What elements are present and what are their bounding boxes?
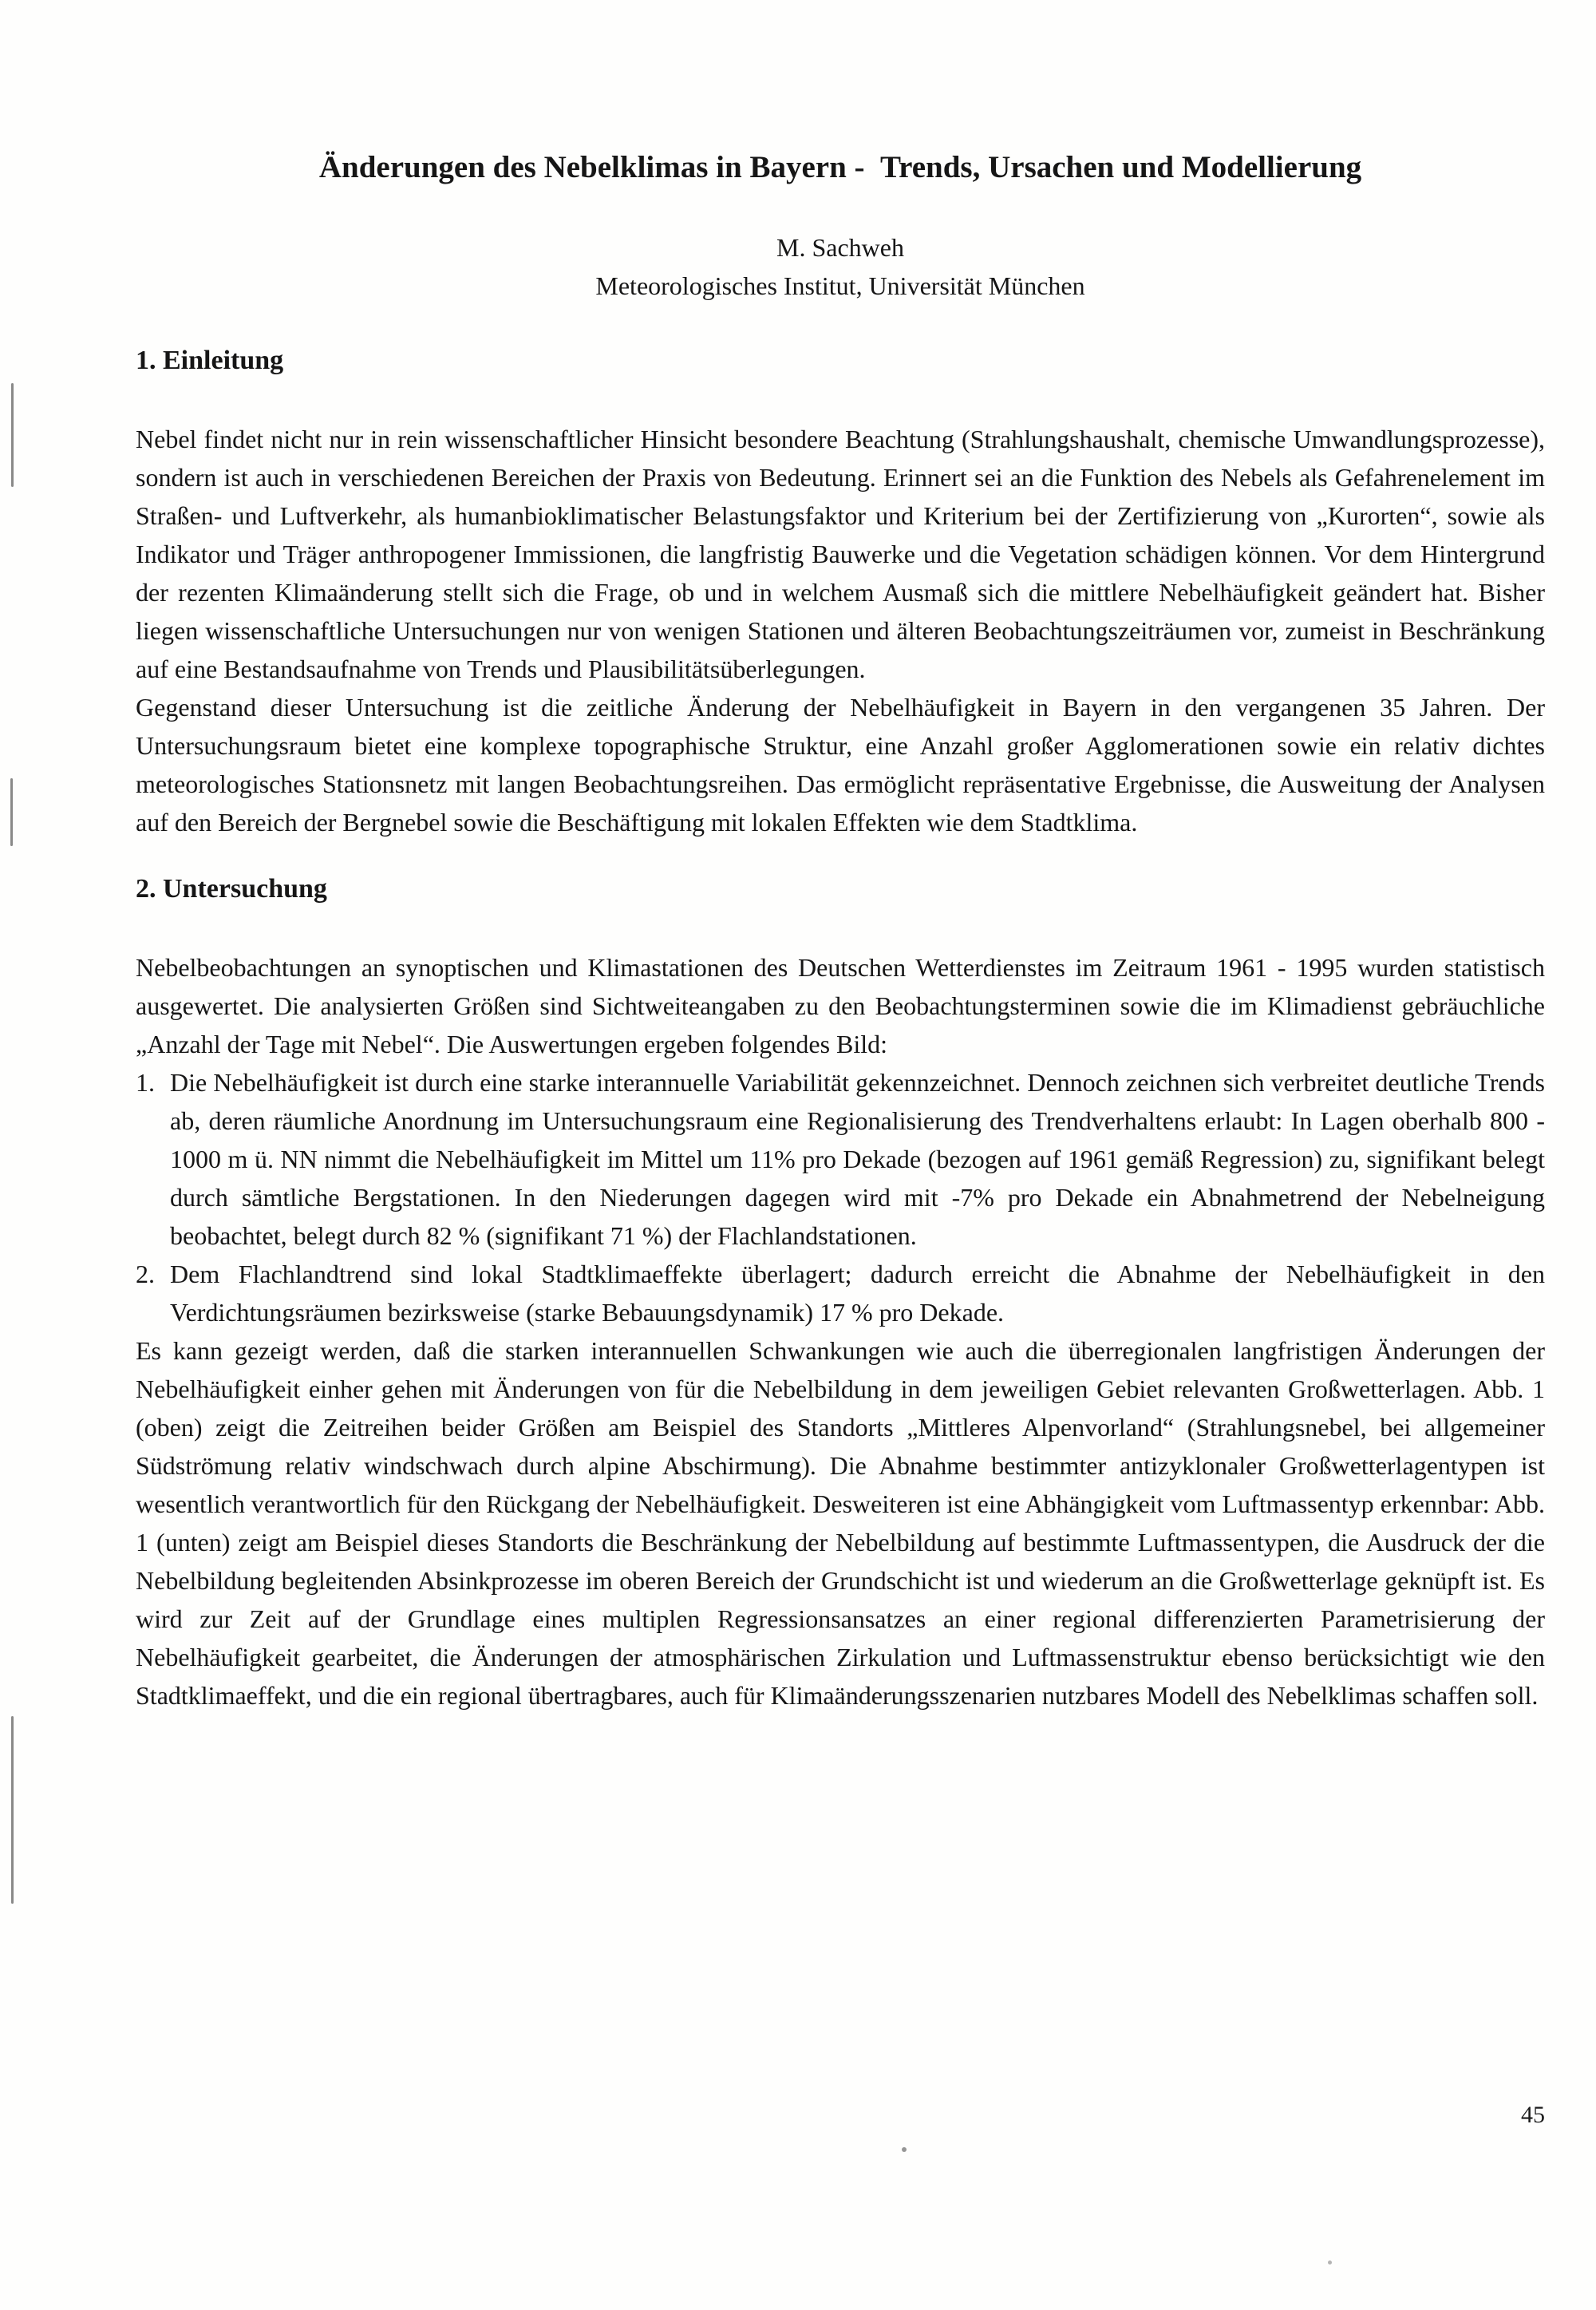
scan-edge-artifact [10, 778, 13, 846]
list-item-1-marker: 1. [136, 1068, 155, 1097]
section-heading-einleitung: 1. Einleitung [136, 346, 284, 375]
paragraph-untersuchung-intro: Nebelbeobachtungen an synoptischen und Klimastationen des Deutschen Wetterdienstes im Zeitraum 1961 - 1995 wurden statistisch ausgewertet. Die analysierten Größen sind Sichtweiteangaben zu den Beobachtungsterminen sowie die im Klimadienst gebräuchliche „Anzahl der Tage mit Nebel“. Die Auswertungen ergeben folgendes Bild: [136, 953, 1545, 1058]
list-item-2-marker: 2. [136, 1260, 155, 1288]
scan-speck [1328, 2261, 1332, 2265]
numbered-list-item-1 [136, 1063, 1545, 1255]
paper-author: M. Sachweh [776, 233, 904, 262]
list-item-1-text: Die Nebelhäufigkeit ist durch eine starke interannuelle Variabilität gekennzeichnet. Dennoch zeichnen sich verbreitet deutliche Trends ab, deren räumliche Anordnung im Untersuchungsraum eine Regionalisierung des Trendverhaltens erlaubt: In Lagen oberhalb 800 - 1000 m ü. NN nimmt die Nebelhäufigkeit im Mittel um 11% pro Dekade (bezogen auf 1961 gemäß Regression) zu, signifikant belegt durch sämtliche Bergstationen. In den Niederungen dagegen wird mit -7% pro Dekade ein Abnahmetrend der Nebelneigung beobachtet, belegt durch 82 % (signifikant 71 %) der Flachlandstationen. [170, 1068, 1545, 1250]
paragraph-einleitung-1: Nebel findet nicht nur in rein wissenschaftlicher Hinsicht besondere Beachtung (Strahlungshaushalt, chemische Umwandlungsprozesse), sondern ist auch in verschiedenen Bereichen der Praxis von Bedeutung. Erinnert sei an die Funktion des Nebels als Gefahrenelement im Straßen- und Luftverkehr, als humanbioklimatischer Belastungsfaktor und Kriterium bei der Zertifizierung von „Kurorten“, sowie als Indikator und Träger anthropogener Immissionen, die langfristig Bauwerke und die Vegetation schädigen können. Vor dem Hintergrund der rezenten Klimaänderung stellt sich die Frage, ob und in welchem Ausmaß sich die mittlere Nebelhäufigkeit geändert hat. Bisher liegen wissenschaftliche Untersuchungen nur von wenigen Stationen und älteren Beobachtungszeiträumen vor, zumeist in Beschränkung auf eine Bestandsaufnahme von Trends und Plausibilitätsüberlegungen. [136, 425, 1545, 683]
scan-edge-artifact [11, 1716, 14, 1904]
paper-title: Änderungen des Nebelklimas in Bayern - Trends, Ursachen und Modellierung [318, 150, 1362, 184]
scan-speck [902, 2147, 907, 2152]
paper-affiliation: Meteorologisches Institut, Universität München [595, 271, 1085, 300]
list-item-2-text: Dem Flachlandtrend sind lokal Stadtklimaeffekte überlagert; dadurch erreicht die Abnahme der Nebelhäufigkeit in den Verdichtungsräumen bezirksweise (starke Bebauungsdynamik) 17 % pro Dekade. [170, 1260, 1545, 1327]
paragraph-untersuchung-closing: Es kann gezeigt werden, daß die starken interannuellen Schwankungen wie auch die überregionalen langfristigen Änderungen der Nebelhäufigkeit einher gehen mit Änderungen von für die Nebelbildung in dem jeweiligen Gebiet relevanten Großwetterlagen. Abb. 1 (oben) zeigt die Zeitreihen beider Größen am Beispiel des Standorts „Mittleres Alpenvorland“ (Strahlungsnebel, bei allgemeiner Südströmung relativ windschwach durch alpine Abschirmung). Die Abnahme bestimmter antizyklonaler Großwetterlagentypen ist wesentlich verantwortlich für den Rückgang der Nebelhäufigkeit. Desweiteren ist eine Abhängigkeit vom Luftmassentyp erkennbar: Abb. 1 (unten) zeigt am Beispiel dieses Standorts die Beschränkung der Nebelbildung auf bestimmte Luftmassentypen, die Ausdruck der die Nebelbildung begleitenden Absinkprozesse im oberen Bereich der Grundschicht ist und wiederum an die Großwetterlage geknüpft ist. Es wird zur Zeit auf der Grundlage eines multiplen Regressionsansatzes an einer regional differenzierten Parametrisierung der Nebelhäufigkeit gearbeitet, die Änderungen der atmosphärischen Zirkulation und Luftmassenstruktur ebenso berücksichtigt wie den Stadtklimaeffekt, und die ein regional übertragbares, auch für Klimaänderungsszenarien nutzbares Modell des Nebelklimas schaffen soll. [136, 1336, 1545, 1710]
page-number: 45 [1521, 2102, 1545, 2128]
paragraph-einleitung-2: Gegenstand dieser Untersuchung ist die zeitliche Änderung der Nebelhäufigkeit in Bayern in den vergangenen 35 Jahren. Der Untersuchungsraum bietet eine komplexe topographische Struktur, eine Anzahl großer Agglomerationen sowie ein relativ dichtes meteorologisches Stationsnetz mit langen Beobachtungsreihen. Das ermöglicht repräsentative Ergebnisse, die Ausweitung der Analysen auf den Bereich der Bergnebel sowie die Beschäftigung mit lokalen Effekten wie dem Stadtklima. [136, 693, 1545, 837]
numbered-list-item-2 [136, 1255, 1545, 1331]
scan-edge-artifact [11, 383, 14, 487]
section-heading-untersuchung: 2. Untersuchung [136, 874, 327, 904]
